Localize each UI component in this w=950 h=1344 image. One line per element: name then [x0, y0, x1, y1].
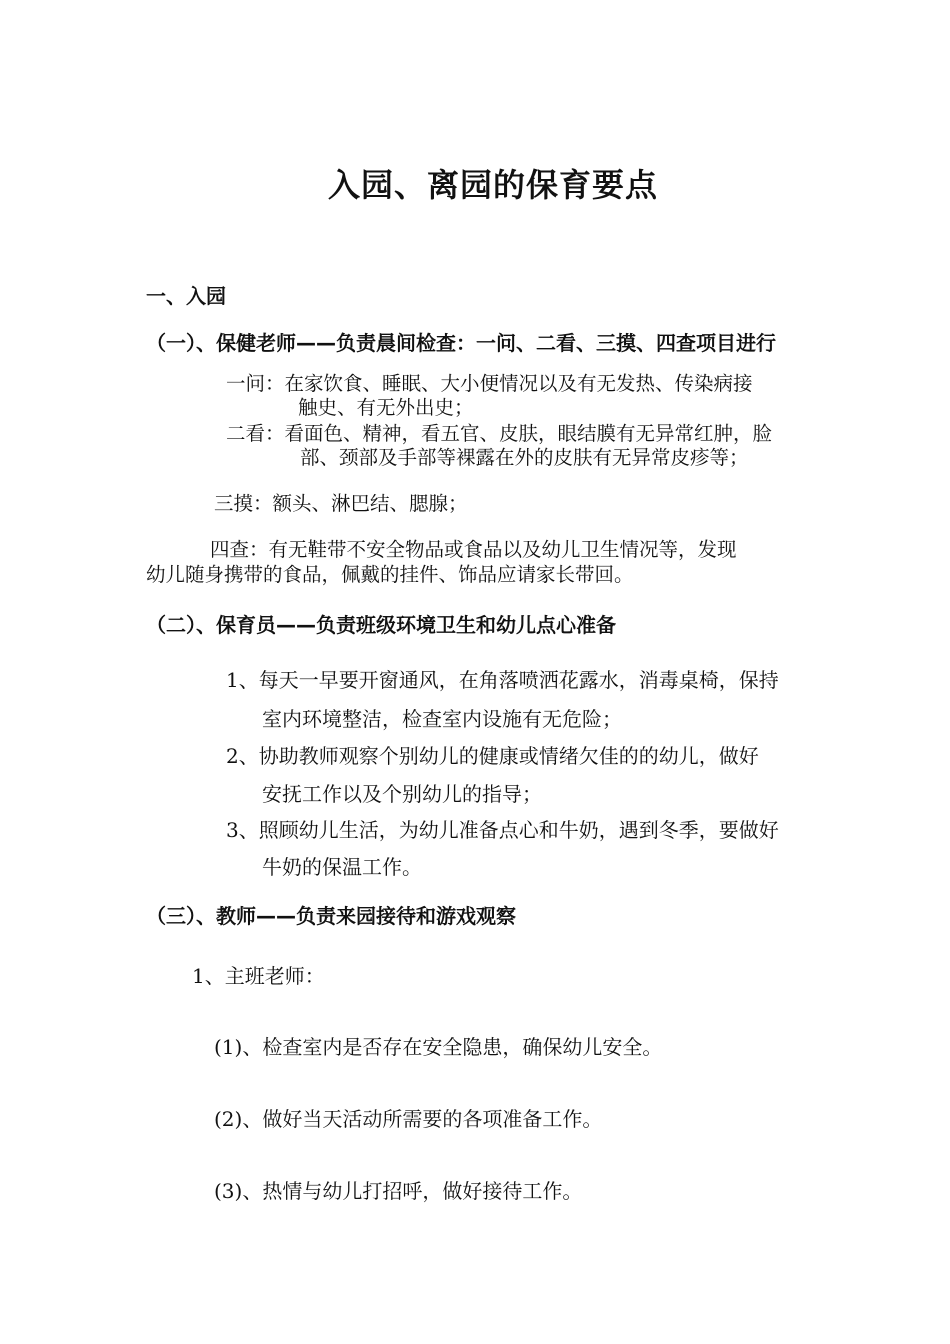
item2-line-2: 安抚工作以及个别幼儿的指导；: [262, 782, 542, 806]
section-heading-entry: 一、入园: [146, 284, 226, 308]
look-line-2: 部、颈部及手部等裸露在外的皮肤有无异常皮疹等；: [300, 446, 749, 469]
item1-line-1: 1、每天一早要开窗通风，在角落喷洒花露水，消毒桌椅，保持: [226, 668, 779, 692]
item2-line-1: 2、协助教师观察个别幼儿的健康或情绪欠佳的的幼儿，做好: [226, 744, 759, 768]
check-line-2: 幼儿随身携带的食品，佩戴的挂件、饰品应请家长带回。: [146, 563, 634, 586]
part3-heading: （三）、教师——负责来园接待和游戏观察: [146, 904, 516, 928]
task-2: (2)、做好当天活动所需要的各项准备工作。: [214, 1107, 603, 1131]
item1-line-2: 室内环境整洁，检查室内设施有无危险；: [262, 707, 622, 731]
part1-heading: （一）、保健老师——负责晨间检查：一问、二看、三摸、四查项目进行: [146, 331, 776, 355]
part2-heading: （二）、保育员——负责班级环境卫生和幼儿点心准备: [146, 613, 616, 637]
ask-line-1: 一问：在家饮食、睡眠、大小便情况以及有无发热、传染病接: [226, 372, 753, 395]
task-3: (3)、热情与幼儿打招呼，做好接待工作。: [214, 1179, 583, 1203]
touch-line: 三摸：额头、淋巴结、腮腺；: [214, 492, 468, 515]
item3-line-2: 牛奶的保温工作。: [262, 855, 422, 879]
sub1-heading: 1、主班老师：: [192, 964, 325, 988]
task-1: (1)、检查室内是否存在安全隐患，确保幼儿安全。: [214, 1035, 663, 1059]
look-line-1: 二看：看面色、精神，看五官、皮肤，眼结膜有无异常红肿，脸: [226, 422, 773, 445]
item3-line-1: 3、照顾幼儿生活，为幼儿准备点心和牛奶，遇到冬季，要做好: [226, 818, 779, 842]
ask-line-2: 触史、有无外出史；: [298, 396, 474, 419]
check-line-1: 四查：有无鞋带不安全物品或食品以及幼儿卫生情况等，发现: [210, 538, 737, 561]
page-title: 入园、离园的保育要点: [327, 166, 658, 204]
